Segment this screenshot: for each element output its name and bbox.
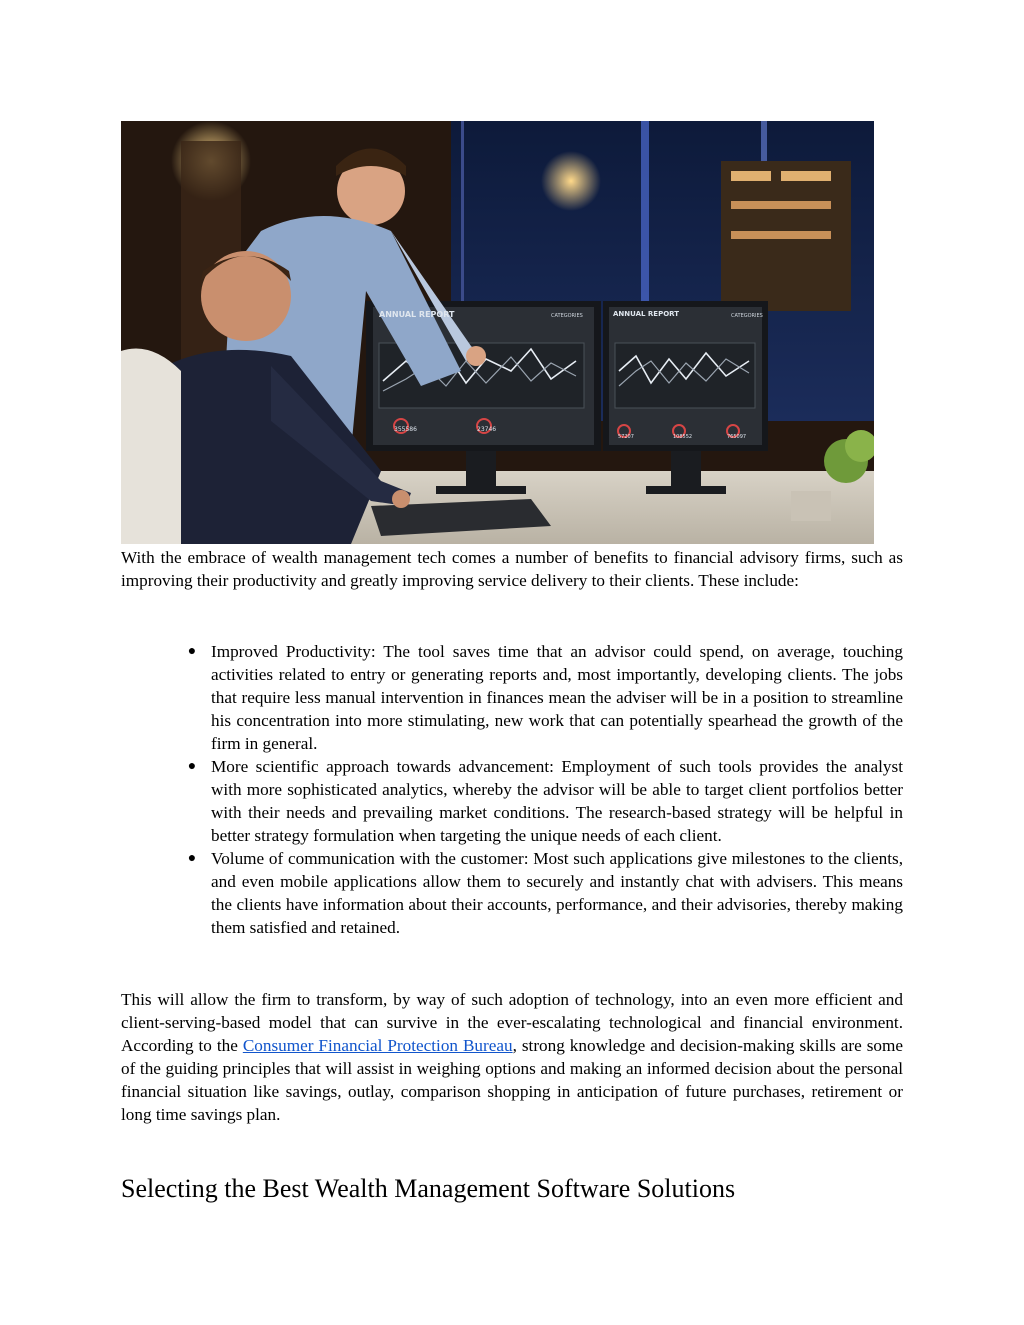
bullet-icon: ●	[187, 851, 197, 866]
photo-illustration	[121, 121, 874, 544]
list-item	[187, 755, 903, 847]
section-heading: Selecting the Best Wealth Management Software Solutions	[121, 1174, 736, 1203]
benefits-list	[121, 640, 903, 939]
benefit-text: Volume of communication with the customer: Most such applications give milestones to the clients, and even mobile applications allow them to securely and instantly chat with advisers. This means the clients have information about their accounts, performance, and their advisories, thereby making them satisfied and retained.	[211, 849, 903, 937]
bullet-icon: ●	[187, 759, 197, 774]
left-screen-stat-1: 355586	[394, 426, 417, 433]
benefit-text: More scientific approach towards advancement: Employment of such tools provides the analyst with more sophisticated analytics, whereby the advisor will be able to target client portfolios better with their needs and prevailing market conditions. The research-based strategy will be helpful in better strategy formulation when targeting the unique needs of each client.	[211, 757, 903, 845]
closing-text-after-link: , strong knowledge and decision-making skills are some of the guiding principles that will assist in weighing options and making an informed decision about the personal financial situation like savings, outlay, comparison shopping in anticipation of future purchases, retirement or long time savings plan.	[121, 1036, 903, 1124]
right-screen-stat-2: 108552	[673, 434, 693, 440]
benefit-text: Improved Productivity: The tool saves time that an advisor could spend, on average, touching activities related to entry or generating reports and, most importantly, developing clients. The jobs that require less manual intervention in finances mean the adviser will be in a position to streamline his concentration into more stimulating, new work that can potentially spearhead the growth of the firm in general.	[211, 642, 903, 753]
closing-text-before-link: This will allow the firm to transform, by way of such adoption of technology, into an even more efficient and client-serving-based model that can survive in the ever-escalating technological and financial environment. According to the	[121, 990, 903, 1055]
right-screen-stat-3: 765097	[727, 434, 747, 440]
right-screen-title: ANNUAL REPORT	[613, 310, 680, 318]
right-screen-stat-1: 57207	[618, 434, 634, 440]
left-screen-stat-2: 23746	[477, 426, 497, 433]
right-screen-menu: CATEGORIES	[731, 313, 763, 319]
cfpb-link[interactable]: Consumer Financial Protection Bureau	[242, 1036, 513, 1055]
intro-paragraph: With the embrace of wealth management tech comes a number of benefits to financial advisory firms, such as improving their productivity and greatly improving service delivery to their clients. These include:	[121, 548, 903, 590]
closing-paragraph	[121, 988, 903, 1126]
list-item	[187, 847, 903, 939]
office-photo	[121, 121, 874, 544]
left-screen-title: ANNUAL REPORT	[379, 310, 455, 319]
list-item	[187, 640, 903, 755]
bullet-icon: ●	[187, 644, 197, 659]
left-screen-menu: CATEGORIES	[551, 313, 583, 319]
